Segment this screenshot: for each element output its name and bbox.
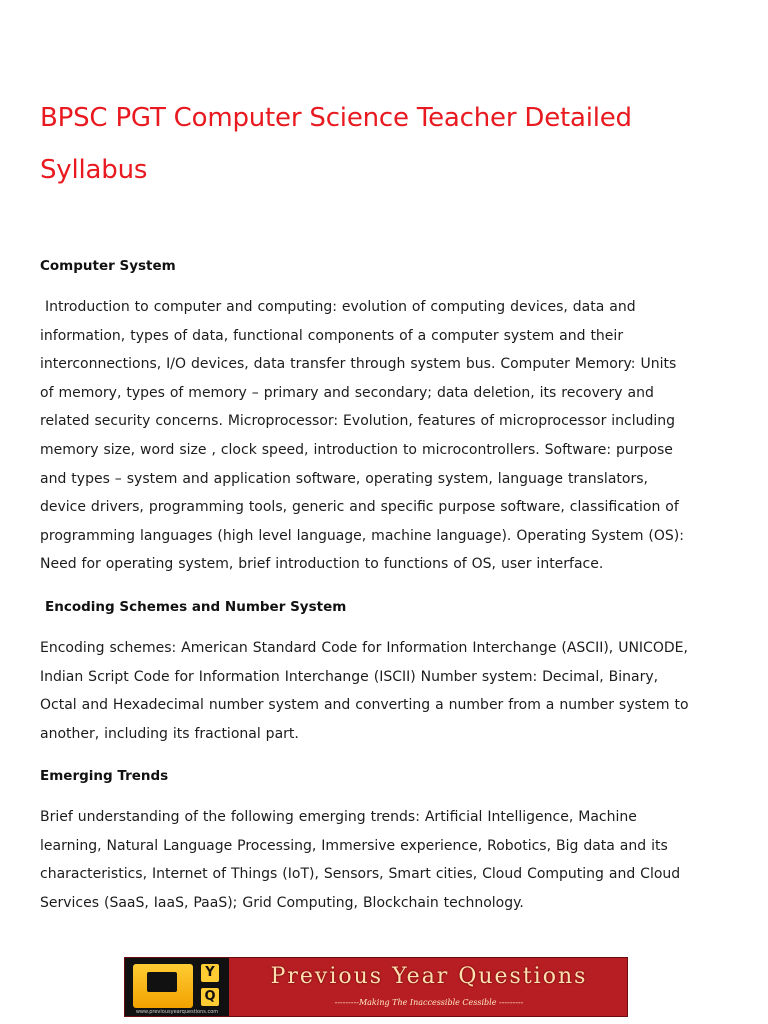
section-body-encoding-schemes <box>40 634 690 748</box>
section-paragraph: Brief understanding of the following emerging trends: Artificial Intelligence, Machine learning, Natural Language Processing, Immersive experience, Robotics, Big data and its characteristics, Internet of Things (IoT), Sensors, Smart cities, Cloud Computing and Cloud Services (SaaS, IaaS, PaaS); Grid Computing, Blockchain technology. <box>40 809 681 911</box>
pyq-banner[interactable] <box>124 957 628 1017</box>
section-paragraph: Introduction to computer and computing: evolution of computing devices, data and information, types of data, functional components of a computer system and their interconnections, I/O devices, data transfer through system bus. Computer Memory: Units of memory, types of memory – primary and secondary; data deletion, its recovery and related security concerns. Microprocessor: Evolution, features of microprocessor including memory size, word size , clock speed, introduction to microcontrollers. Software: purpose and types – system and application software, operating system, language translators, device drivers, programming tools, generic and specific purpose software, classification of programming languages (high level language, machine language). Operating System (OS): Need for operating system, brief introduction to functions of OS, user interface. <box>40 299 689 573</box>
logo-letter-q: Q <box>201 988 219 1006</box>
pyq-logo <box>125 958 229 1016</box>
section-heading-computer-system <box>40 256 690 276</box>
logo-p-shape <box>147 972 177 992</box>
logo-site-text: www.previousyearquestions.com <box>135 1009 219 1015</box>
section-heading: Encoding Schemes and Number System <box>45 599 347 615</box>
section-heading-encoding-schemes <box>45 597 695 617</box>
banner-title: Previous Year Questions <box>270 964 588 989</box>
section-heading: Computer System <box>40 258 176 274</box>
logo-letter-y: Y <box>201 964 219 982</box>
page-title: BPSC PGT Computer Science Teacher Detailed Syllabus <box>40 103 632 185</box>
section-body-emerging-trends <box>40 803 690 917</box>
section-paragraph: Encoding schemes: American Standard Code for Information Interchange (ASCII), UNICODE, Indian Script Code for Information Interchange (ISCII) Number system: Decimal, Binary, Octal and Hexadecimal number system and converting a number from a number system to another, including its fractional part. <box>40 640 689 742</box>
banner-tagline: ---------Making The Inaccessible Cessible --------- <box>334 998 524 1007</box>
section-heading: Emerging Trends <box>40 768 169 784</box>
section-heading-emerging-trends <box>40 766 690 786</box>
section-body-computer-system <box>40 293 690 579</box>
logo-p-block <box>133 964 193 1008</box>
